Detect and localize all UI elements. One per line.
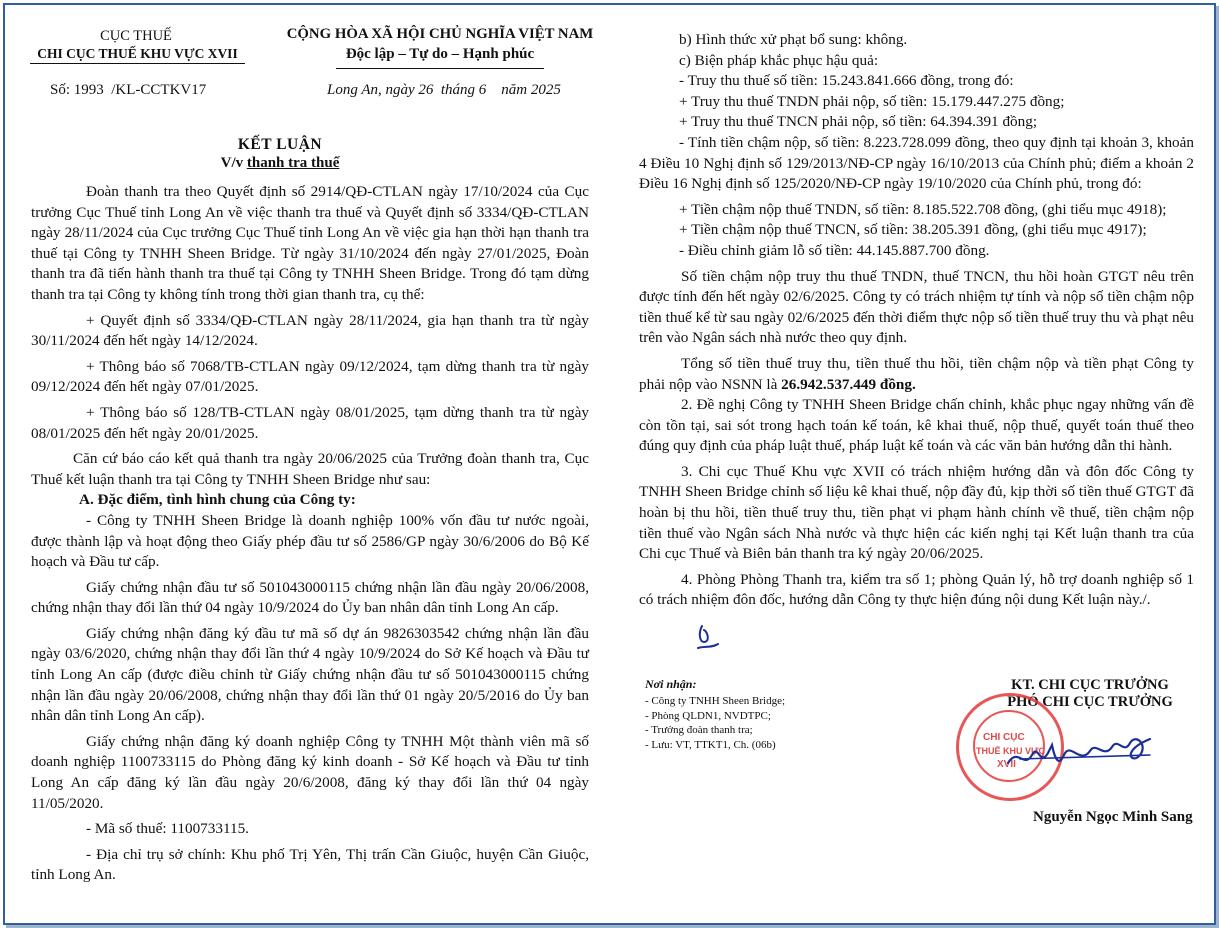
recommendation-2: 2. Đề nghị Công ty TNHH Sheen Bridge chấn chỉnh, khắc phục ngay những vấn đề còn tồn tại, sai sót trong hạch toán kế toán, kê khai thuế, nộp thuế, quyết toán thuế theo đúng quy định của pháp luật thuế, pháp luật kế toán và các văn bản hướng dẫn thi hành. [639,396,1194,455]
subject-prefix: V/v [220,155,247,171]
right-column [639,30,1194,611]
late-interest-pit: + Tiền chậm nộp thuế TNCN, số tiền: 38.205.391 đồng, (ghi tiểu mục 4917); [679,221,1147,239]
left-column [31,182,589,886]
late-interest-cit: + Tiền chậm nộp thuế TNDN, số tiền: 8.185.522.708 đồng, (ghi tiểu mục 4918); [679,200,1167,218]
signer-name: Nguyễn Ngọc Minh Sang [1033,809,1193,825]
extension-item: + Quyết định số 3334/QĐ-CTLAN ngày 28/11/2024, gia hạn thanh tra từ ngày 30/11/2024 đến hết ngày 14/12/2024. [31,311,589,350]
basis-paragraph: Căn cứ báo cáo kết quả thanh tra ngày 20/06/2025 của Trưởng đoàn thanh tra, Cục Thuế kết luận thanh tra tại Công ty TNHH Sheen Bridge như sau: [31,450,589,488]
seal-text-line1: CHI CỤC [983,732,1025,743]
arrears-pit: + Truy thu thuế TNCN phải nộp, số tiền: 64.394.391 đồng; [679,113,1038,131]
document-subject [60,155,500,172]
investment-registration: Giấy chứng nhận đăng ký đầu tư mã số dự án 9826303542 chứng nhận lần đầu ngày 03/6/2020, chứng nhận thay đổi lần thứ 4 ngày 10/9/2024 do Sở Kế hoạch và Đầu tư tỉnh Long An cấp (được điều chỉnh từ Giấy chứng nhận đầu tư số 501043000115 chứng nhận lần đầu ngày 20/06/2008, chứng nhận thay đổi lần thứ 01 ngày 20/5/2016 do Ủy ban nhân dân tỉnh Long An cấp). [31,624,589,725]
recipient-item: - Công ty TNHH Sheen Bridge; [645,695,786,707]
arrears-total: - Truy thu thuế số tiền: 15.243.841.666 đồng, trong đó: [679,72,1014,90]
company-description: - Công ty TNHH Sheen Bridge là doanh nghiệp 100% vốn đầu tư nước ngoài, được thành lập và hoạt động theo Giấy phép đầu tư số 2586/GP ngày 30/6/2006 do Bộ Kế hoạch và Đầu tư cấp. [31,511,589,571]
additional-penalty: b) Hình thức xử phạt bổ sung: không. [679,31,908,48]
recommendation-4: 4. Phòng Phòng Thanh tra, kiểm tra số 1; phòng Quản lý, hỗ trợ doanh nghiệp số 1 có trách nhiệm đôn đốc, hướng dẫn Công ty thực hiện đúng nội dung Kết luận này./. [639,570,1194,609]
arrears-cit: + Truy thu thuế TNDN phải nộp, số tiền: 15.179.447.275 đồng; [679,92,1065,110]
late-payment-interest: - Tính tiền chậm nộp, số tiền: 8.223.728.099 đồng, theo quy định tại khoản 3, khoản 4 Điều 10 Nghị định số 129/2013/NĐ-CP ngày 16/10/2013 của Chính phủ; điểm a khoản 2 Điều 16 Nghị định số 125/2020/NĐ-CP ngày 19/10/2020 của Chính phủ, trong đó: [639,133,1194,193]
signature-title-2: PHÓ CHI CỤC TRƯỞNG [1007,694,1173,710]
recipient-item: - Phòng QLDN1, NVDTPC; [645,709,771,722]
intro-paragraph: Đoàn thanh tra theo Quyết định số 2914/QĐ-CTLAN ngày 17/10/2024 của Cục trưởng Cục Thuế tỉnh Long An về việc thanh tra thuế và Quyết định số 3334/QĐ-CTLAN ngày 28/11/2024 của Cục trưởng Cục Thuế tỉnh Long An về việc gia hạn thời hạn thanh tra thuế tại Công ty TNHH Sheen Bridge. Từ ngày 31/10/2024 đến ngày 27/01/2025, Đoàn thanh tra đã tiến hành thanh tra thuế tại Công ty TNHH Sheen Bridge. Trong đó tạm dừng thanh tra tại Công ty không tính trong thời gian thanh tra, cụ thể: [31,183,589,303]
suspension-item: + Thông báo số 128/TB-CTLAN ngày 08/01/2025, tạm dừng thanh tra từ ngày 08/01/2025 đến hết ngày 20/01/2025. [31,403,589,442]
document-title: KẾT LUẬN [237,136,323,153]
total-payable-text: Tổng số tiền thuế truy thu, tiền thuế thu hồi, tiền chậm nộp và tiền phạt Công ty phải nộp vào NSNN là [639,354,1194,393]
nation-motto: Độc lập – Tự do – Hạnh phúc [345,46,535,62]
document-number: Số: 1993 /KL-CCTKV17 [50,82,207,98]
subject-text: thanh tra thuế [246,155,340,171]
investment-certificate: Giấy chứng nhận đầu tư số 501043000115 chứng nhận lần đầu ngày 20/06/2008, chứng nhận thay đổi lần thứ 04 ngày 10/9/2024 do Ủy ban nhân dân tỉnh Long An cấp. [31,578,589,617]
agency-name-line2: CHI CỤC THUẾ KHU VỰC XVII [30,46,245,64]
agency-name-line1: CỤC THUẾ [100,28,172,44]
recipient-item: - Lưu: VT, TTKT1, Ch. (06b) [645,738,776,751]
recipients-label: Nơi nhận: [645,677,697,691]
handwritten-signature [1000,725,1170,785]
late-interest-note: Số tiền chậm nộp truy thu thuế TNDN, thuế TNCN, thu hồi hoàn GTGT nêu trên được tính đến hết ngày 02/6/2025. Công ty có trách nhiệm tự tính và nộp số tiền chậm nộp tiền thuế kể từ sau ngày 02/6/2025 đến thời điểm thực nộp số tiền thuế truy thu và phạt nêu trên vào Ngân sách nhà nước theo quy định. [639,267,1194,347]
total-payable-amount: 26.942.537.449 đồng. [781,375,916,393]
recommendation-3: 3. Chi cục Thuế Khu vực XVII có trách nhiệm hướng dẫn và đôn đốc Công ty TNHH Sheen Bridge chỉnh số liệu kê khai thuế, nộp đầy đủ, kịp thời số tiền thuế GTGT đã hoàn bị thu hồi, tiền thuế truy thu, tiền phạt vi phạm hành chính về thuế, tiền chậm nộp tiền thuế vào Ngân sách Nhà nước và thực hiện các kiến nghị tại Kết luận thanh tra của Chi cục Thuế và Biên bản thanh tra ký ngày 20/06/2025. [639,462,1194,563]
nation-title: CỘNG HÒA XÃ HỘI CHỦ NGHĨA VIỆT NAM [286,26,594,42]
loss-adjustment: - Điều chỉnh giảm lỗ số tiền: 44.145.887.700 đồng. [679,241,990,259]
head-office-address: - Địa chỉ trụ sở chính: Khu phố Trị Yên, Thị trấn Cần Giuộc, huyện Cần Giuộc, tỉnh Long An. [31,845,589,884]
tax-code: - Mã số thuế: 1100733115. [86,820,249,838]
seal-text-line3: XVII [997,759,1016,770]
suspension-item: + Thông báo số 7068/TB-CTLAN ngày 09/12/2024, tạm dừng thanh tra từ ngày 09/12/2024 đến hết ngày 07/01/2025. [31,357,589,396]
recipient-item: - Trưởng đoàn thanh tra; [645,724,753,736]
section-a-heading: A. Đặc điểm, tình hình chung của Công ty: [79,491,356,509]
initial-mark [692,620,722,656]
business-registration: Giấy chứng nhận đăng ký doanh nghiệp Công ty TNHH Một thành viên mã số doanh nghiệp 1100733115 do Phòng đăng ký kinh doanh - Sở Kế hoạch và Đầu tư tỉnh Long An cấp đăng ký lần đầu ngày 20/6/2008, đăng ký thay đổi lần thứ 04 ngày 11/05/2020. [31,732,589,812]
remedial-measures-heading: c) Biện pháp khắc phục hậu quả: [679,51,879,69]
place-date: Long An, ngày 26 tháng 6 năm 2025 [327,82,561,98]
recipients-list [645,694,785,752]
total-payable [639,354,1194,395]
seal-text-line2: THUẾ KHU VỰC [976,746,1045,756]
signature-title-1: KT. CHI CỤC TRƯỞNG [1011,677,1169,693]
motto-underline [336,68,544,69]
